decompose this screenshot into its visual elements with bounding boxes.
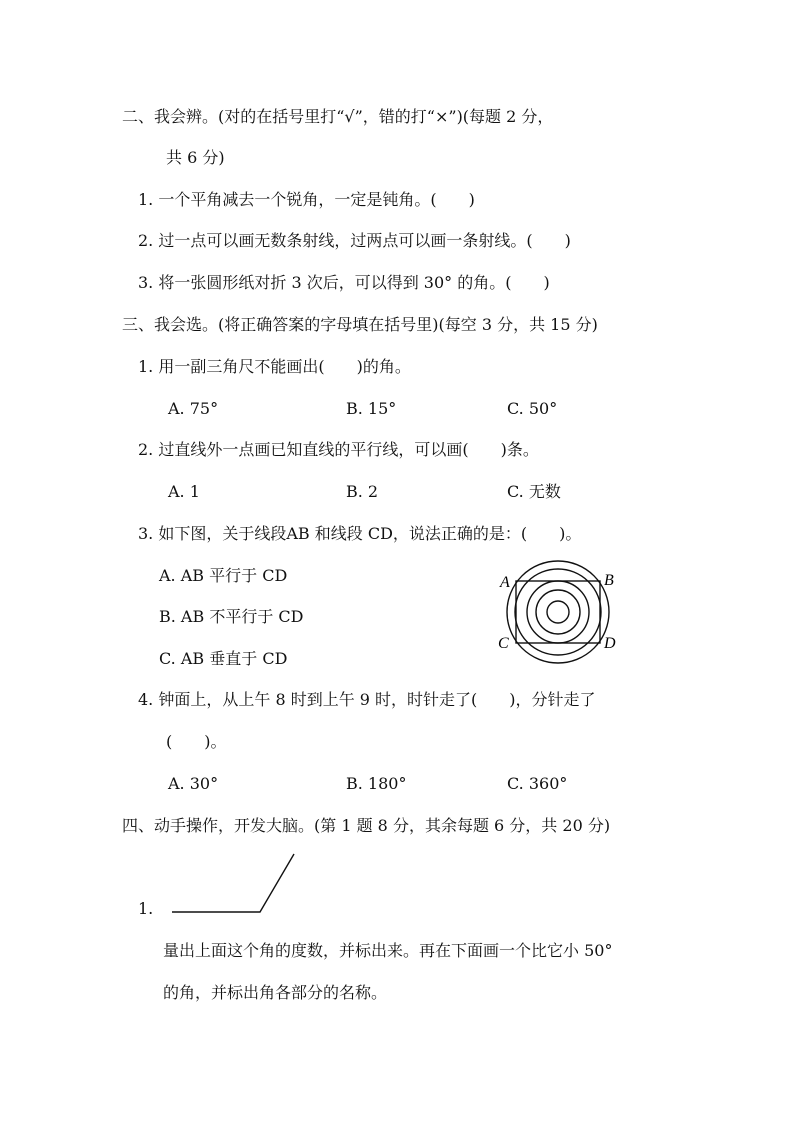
angle-figure: [168, 850, 298, 916]
section2-item-2: 2. 过一点可以画无数条射线，过两点可以画一条射线。( ): [138, 231, 571, 250]
inner-circle: [547, 601, 569, 623]
section2-item-3: 3. 将一张圆形纸对折 3 次后，可以得到 30° 的角。( ): [138, 273, 550, 292]
section2-item-1: 1. 一个平角减去一个锐角，一定是钝角。( ): [138, 190, 475, 209]
section2-title: 二、我会辨。(对的在括号里打“√”，错的打“×”)(每题 2 分，: [122, 107, 554, 126]
q2-option-a: A. 1: [168, 482, 200, 501]
label-b: B: [604, 572, 614, 589]
q1-option-b: B. 15°: [346, 399, 397, 418]
q4-option-c: C. 360°: [507, 774, 568, 793]
outer-circle: [507, 561, 609, 663]
concentric-circles-figure: [490, 555, 630, 673]
section3-q4: 4. 钟面上，从上午 8 时到上午 9 时，时针走了( )，分针走了: [138, 690, 596, 709]
q4-option-a: A. 30°: [168, 774, 219, 793]
q3-option-b: B. AB 不平行于 CD: [159, 607, 304, 626]
circle-2: [515, 569, 601, 655]
section3-title: 三、我会选。(将正确答案的字母填在括号里)(每空 3 分，共 15 分): [122, 315, 598, 334]
section4-q1-desc-1: 量出上面这个角的度数，并标出来。再在下面画一个比它小 50°: [163, 941, 613, 960]
circle-4: [536, 590, 580, 634]
section3-q1: 1. 用一副三角尺不能画出( )的角。: [138, 357, 411, 376]
q3-option-a: A. AB 平行于 CD: [159, 566, 288, 585]
section4-q1-number: 1.: [138, 899, 154, 918]
section3-q4-cont: ( )。: [166, 732, 227, 751]
section4-q1-desc-2: 的角，并标出角各部分的名称。: [163, 983, 388, 1002]
section3-q3: 3. 如下图，关于线段AB 和线段 CD，说法正确的是：( )。: [138, 524, 582, 543]
label-d: D: [604, 635, 616, 652]
q1-option-a: A. 75°: [168, 399, 219, 418]
label-c: C: [498, 635, 509, 652]
q4-option-b: B. 180°: [346, 774, 407, 793]
q1-option-c: C. 50°: [507, 399, 558, 418]
section4-title: 四、动手操作，开发大脑。(第 1 题 8 分，其余每题 6 分，共 20 分): [122, 816, 611, 835]
q2-option-c: C. 无数: [507, 482, 561, 501]
section2-title-cont: 共 6 分): [166, 148, 225, 167]
section3-q2: 2. 过直线外一点画已知直线的平行线，可以画( )条。: [138, 440, 539, 459]
q2-option-b: B. 2: [346, 482, 379, 501]
label-a: A: [500, 574, 510, 591]
q3-option-c: C. AB 垂直于 CD: [159, 649, 288, 668]
